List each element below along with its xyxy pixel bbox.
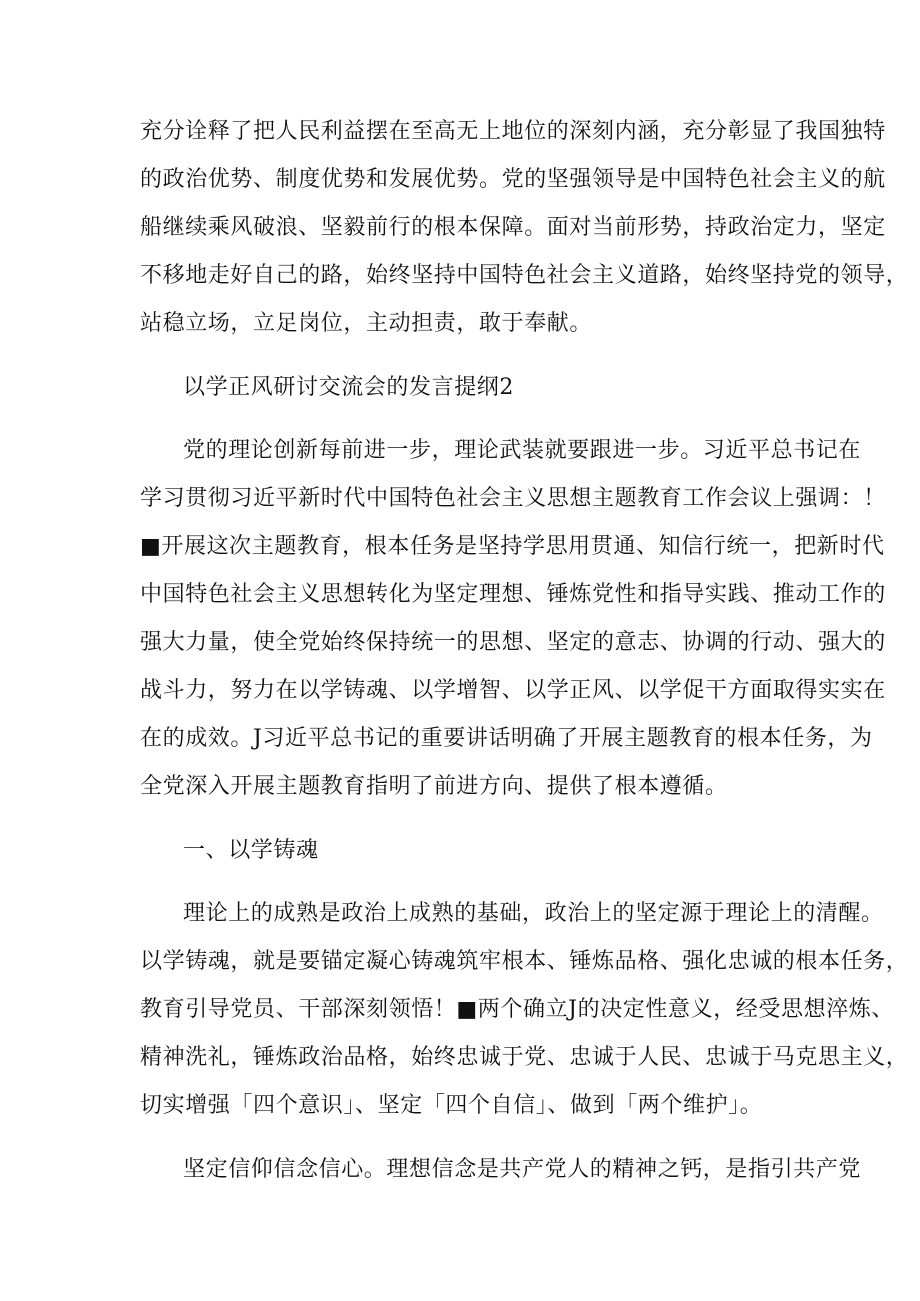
paragraph-line: 强大力量，使全党始终保持统一的思想、坚定的意志、协调的行动、强大的 bbox=[140, 630, 886, 655]
paragraph-line: 理论上的成熟是政治上成熟的基础，政治上的坚定源于理论上的清醒。 bbox=[183, 901, 884, 926]
paragraph-line: 全党深入开展主题教育指明了前进方向、提供了根本遵循。 bbox=[140, 774, 728, 799]
paragraph-line: 精神洗礼，锤炼政治品格，始终忠诚于党、忠诚于人民、忠诚于马克思主义， bbox=[140, 1045, 909, 1070]
paragraph-line: 学习贯彻习近平新时代中国特色社会主义思想主题教育工作会议上强调：！ bbox=[140, 486, 886, 511]
paragraph-line: 充分诠释了把人民利益摆在至高无上地位的深刻内涵，充分彰显了我国独特 bbox=[140, 119, 886, 144]
paragraph-line: 战斗力，努力在以学铸魂、以学增智、以学正风、以学促干方面取得实实在 bbox=[140, 678, 886, 703]
paragraph-line: 不移地走好自己的路，始终坚持中国特色社会主义道路，始终坚持党的领导， bbox=[140, 263, 909, 288]
paragraph-line: 坚定信仰信念信心。理想信念是共产党人的精神之钙，是指引共产党 bbox=[183, 1157, 862, 1182]
paragraph-line: 中国特色社会主义思想转化为坚定理想、锤炼党性和指导实践、推动工作的 bbox=[140, 582, 886, 607]
paragraph-line: 以学铸魂，就是要锚定凝心铸魂筑牢根本、锤炼品格、强化忠诚的根本任务， bbox=[140, 949, 909, 974]
paragraph-line: 船继续乘风破浪、坚毅前行的根本保障。面对当前形势，持政治定力，坚定 bbox=[140, 215, 886, 240]
paragraph-line: 党的理论创新每前进一步，理论武装就要跟进一步。习近平总书记在 bbox=[183, 438, 862, 463]
paragraph-line: ■开展这次主题教育，根本任务是坚持学思用贯通、知信行统一，把新时代 bbox=[140, 534, 885, 559]
paragraph-line: 的政治优势、制度优势和发展优势。党的坚强领导是中国特色社会主义的航 bbox=[140, 167, 886, 192]
paragraph-line: 站稳立场，立足岗位，主动担责，敢于奉献。 bbox=[140, 311, 593, 336]
section-title: 以学正风研讨交流会的发言提纲2 bbox=[183, 375, 514, 400]
paragraph-line: 在的成效。J习近平总书记的重要讲话明确了开展主题教育的根本任务，为 bbox=[140, 726, 873, 751]
section-heading: 一、以学铸魂 bbox=[183, 838, 319, 863]
paragraph-line: 切实增强「四个意识」、坚定「四个自信」、做到「两个维护」。 bbox=[140, 1093, 763, 1118]
paragraph-line: 教育引导党员、干部深刻领悟！■两个确立J的决定性意义，经受思想淬炼、 bbox=[140, 997, 895, 1022]
